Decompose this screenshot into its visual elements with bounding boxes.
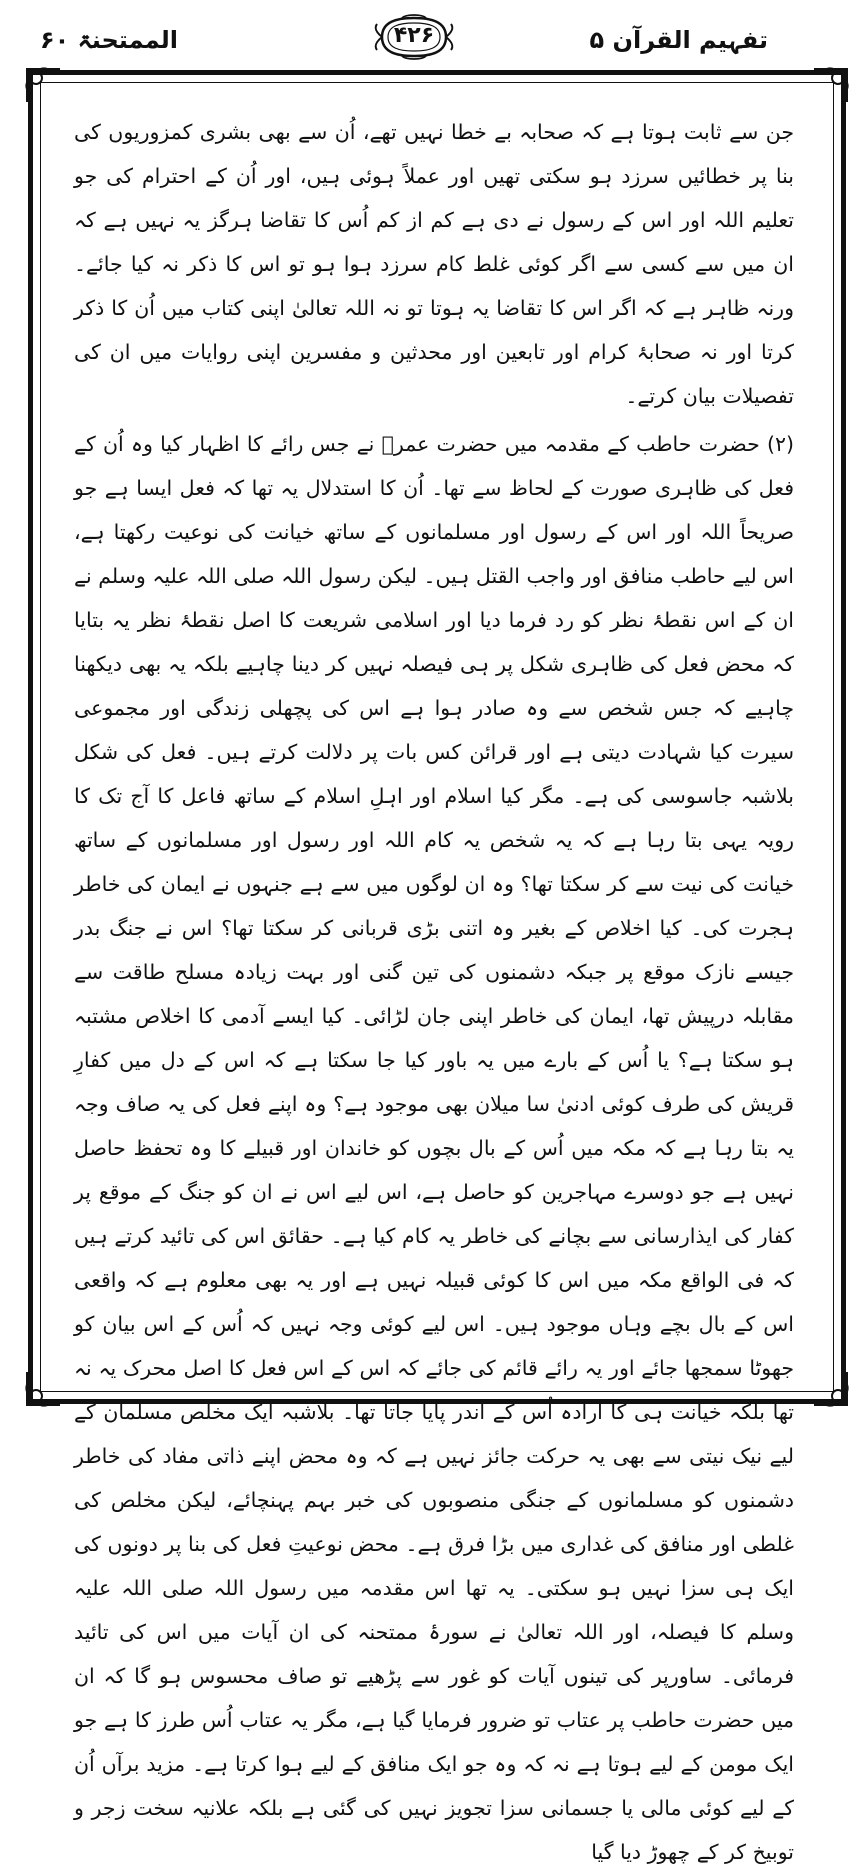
corner-ornament-icon	[22, 1368, 64, 1410]
page-header	[0, 0, 864, 72]
page-number-cartouche	[372, 14, 456, 60]
page-number: ۴۲۶	[393, 23, 435, 48]
commentary-text	[74, 110, 794, 1864]
corner-ornament-icon	[810, 64, 852, 106]
book-title: تفہیم القرآن ۵	[589, 26, 768, 54]
paragraph: (۲) حضرت حاطب کے مقدمہ میں حضرت عمرؓ نے جس رائے کا اظہار کیا وہ اُن کے فعل کی ظاہری صورت کے لحاظ سے تھا۔ اُن کا استدلال یہ تھا کہ فعل ایسا ہے جو صریحاً اللہ اور اس کے رسول اور مسلمانوں کے ساتھ خیانت کی نوعیت رکھتا ہے، اس لیے حاطب منافق اور واجب القتل ہیں۔ لیکن رسول اللہ صلی اللہ علیہ وسلم نے ان کے اس نقطۂ نظر کو رد فرما دیا اور اسلامی شریعت کا اصل نقطۂ نظر یہ بتایا کہ محض فعل کی ظاہری شکل پر ہی فیصلہ نہیں کر دینا چاہیے بلکہ یہ بھی دیکھنا چاہیے کہ جس شخص سے وہ صادر ہوا ہے اس کی پچھلی زندگی اور مجموعی سیرت کیا شہادت دیتی ہے اور قرائن کس بات پر دلالت کرتے ہیں۔ فعل کی شکل بلاشبہ جاسوسی کی ہے۔ مگر کیا اسلام اور اہلِ اسلام کے ساتھ فاعل کا آج تک کا رویہ یہی بتا رہا ہے کہ یہ شخص یہ کام اللہ اور رسول اور مسلمانوں کے ساتھ خیانت کی نیت سے کر سکتا تھا؟ وہ ان لوگوں میں سے ہے جنہوں نے ایمان کی خاطر ہجرت کی۔ کیا اخلاص کے بغیر وہ اتنی بڑی قربانی کر سکتا تھا؟ اس نے جنگ بدر جیسے نازک موقع پر جبکہ دشمنوں کی تین گنی اور بہت زیادہ مسلح طاقت سے مقابلہ درپیش تھا، ایمان کی خاطر اپنی جان لڑائی۔ کیا ایسے آدمی کا اخلاص مشتبہ ہو سکتا ہے؟ یا اُس کے بارے میں یہ باور کیا جا سکتا ہے کہ اس کے دل میں کفارِ قریش کی طرف کوئی ادنیٰ سا میلان بھی موجود ہے؟ وہ اپنے فعل کی یہ صاف وجہ یہ بتا رہا ہے کہ مکہ میں اُس کے بال بچوں کو خاندان اور قبیلے کا وہ تحفظ حاصل نہیں ہے جو دوسرے مہاجرین کو حاصل ہے، اس لیے اس نے ان کو جنگ کے موقع پر کفار کی ایذارسانی سے بچانے کی خاطر یہ کام کیا ہے۔ حقائق اس کی تائید کرتے ہیں کہ فی الواقع مکہ میں اس کا کوئی قبیلہ نہیں ہے اور یہ بھی معلوم ہے کہ واقعی اس کے بال بچے وہاں موجود ہیں۔ اس لیے کوئی وجہ نہیں کہ اُس کے اس بیان کو جھوٹا سمجھا جائے اور یہ رائے قائم کی جائے کہ اس کے اس فعل کا اصل محرک یہ نہ تھا بلکہ خیانت ہی کا ارادہ اُس کے اندر پایا جاتا تھا۔ بلاشبہ ایک مخلص مسلمان کے لیے نیک نیتی سے بھی یہ حرکت جائز نہیں ہے کہ وہ محض اپنے ذاتی مفاد کی خاطر دشمنوں کو مسلمانوں کے جنگی منصوبوں کی خبر بہم پہنچائے، لیکن مخلص کی غلطی اور منافق کی غداری میں بڑا فرق ہے۔ محض نوعیتِ فعل کی بنا پر دونوں کی ایک ہی سزا نہیں ہو سکتی۔ یہ تھا اس مقدمہ میں رسول اللہ صلی اللہ علیہ وسلم کا فیصلہ، اور اللہ تعالیٰ نے سورۂ ممتحنہ کی ان آیات میں اس کی تائید فرمائی۔ ساورپر کی تینوں آیات کو غور سے پڑھیے تو صاف محسوس ہو گا کہ ان میں حضرت حاطب پر عتاب تو ضرور فرمایا گیا ہے، مگر یہ عتاب اُس طرز کا ہے جو ایک مومن کے لیے ہوتا ہے نہ کہ وہ جو ایک منافق کے لیے ہوا کرتا ہے۔ مزید برآں اُن کے لیے کوئی مالی یا جسمانی سزا تجویز نہیں کی گئی ہے بلکہ علانیہ سخت زجر و توبیخ کر کے چھوڑ دیا گیا	[74, 432, 794, 1864]
corner-ornament-icon	[810, 1368, 852, 1410]
corner-ornament-icon	[22, 64, 64, 106]
paragraph: جن سے ثابت ہوتا ہے کہ صحابہ بے خطا نہیں تھے، اُن سے بھی بشری کمزوریوں کی بنا پر خطائیں سرزد ہو سکتی تھیں اور عملاً ہوئی ہیں، اور اُن کے احترام کی جو تعلیم اللہ اور اس کے رسول نے دی ہے کم از کم اُس کا تقاضا ہرگز یہ نہیں ہے کہ ان میں سے کسی سے اگر کوئی غلط کام سرزد ہوا ہو تو اس کا ذکر نہ کیا جائے۔ ورنہ ظاہر ہے کہ اگر اس کا تقاضا یہ ہوتا تو نہ اللہ تعالیٰ اپنی کتاب میں اُن کا ذکر کرتا اور نہ صحابۂ کرام اور تابعین اور محدثین و مفسرین اپنی روایات میں ان کی تفصیلات بیان کرتے۔	[74, 120, 794, 408]
surah-name: الممتحنۃ ۶۰	[40, 26, 179, 54]
